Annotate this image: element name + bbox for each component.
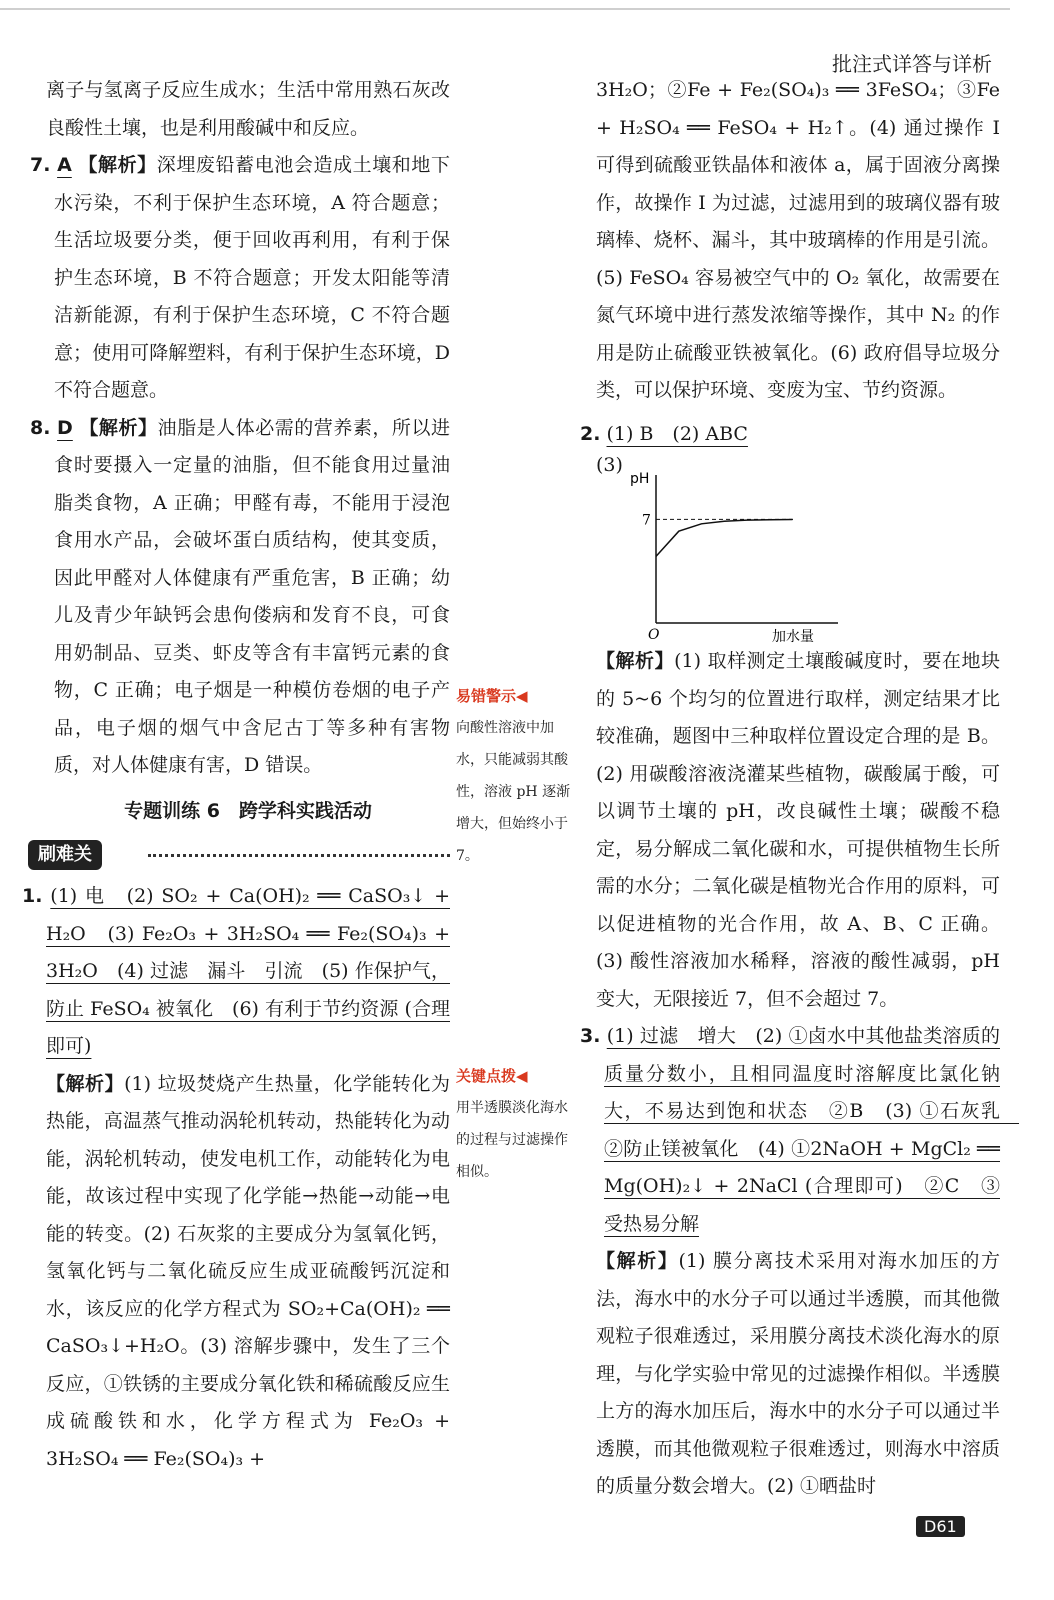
- question-1-answer: (1) 电 (2) SO₂ + Ca(OH)₂ ══ CaSO₃↓ + H₂O (3) Fe₂O₃ + 3H₂SO₄ ══ Fe₂(SO₄)₃ + 3H₂O (4) 过滤 漏斗 引流 (5) 作保护气，防止 FeSO₄ 被氧化 (6) 有利于节约资源 (合理即可): [46, 885, 450, 1057]
- question-1: [22, 878, 450, 1066]
- x-axis-label: 加水量: [772, 629, 814, 643]
- page-header-title: 批注式详答与详析: [832, 52, 992, 76]
- question-8-analysis: 油脂是人体必需的营养素，所以进食时要摄入一定量的油脂，但不能食用过量油脂类食物，A 正确；甲醛有毒，不能用于浸泡食用水产品，会破坏蛋白质结构，使其变质，因此甲醛对人体健康有严重危害，B 正确；幼儿及青少年缺钙会患佝偻病和发育不良，可食用奶制品、豆类、虾皮等含有丰富钙元素的食物，C 正确；电子烟是一种模仿卷烟的电子产品，电子烟的烟气中含尼古丁等多种有害物质，对人体健康有害，D 错误。: [54, 416, 450, 776]
- question-2-analysis-tag: 【解析】: [596, 650, 675, 672]
- question-2-analysis-block: [596, 643, 1000, 1018]
- question-8-analysis-tag: 【解析】: [79, 416, 158, 439]
- difficulty-badge: 刷难关: [28, 840, 102, 870]
- question-3-analysis: (1) 膜分离技术采用对海水加压的方法，海水中的水分子可以通过半透膜，而其他微观粒子很难透过，采用膜分离技术淡化海水的原理，与化学实验中常见的过滤操作相似。半透膜上方的海水加压后，海水中的水分子可以通过半透膜，而其他微观粒子很难透过，则海水中溶质的质量分数会增大。(2) ①晒盐时: [596, 1250, 1000, 1497]
- question-7: [30, 147, 450, 410]
- question-3: [580, 1018, 1020, 1243]
- question-2-part3-label: (3): [596, 454, 623, 476]
- question-2-analysis: (1) 取样测定土壤酸碱度时，要在地块的 5~6 个均匀的位置进行取样，测定结果才比较准确，题图中三种取样位置设定合理的是 B。(2) 用碳酸溶液浇灌某些植物，碳酸属于酸，可以调节土壤的 pH，改良碱性土壤；碳酸不稳定，易分解成二氧化碳和水，可提供植物生长所需的水分；二氧化碳是植物光合作用的原料，可以促进植物的光合作用，故 A、B、C 正确。(3) 酸性溶液加水稀释，溶液的酸性减弱，pH 变大，无限接近 7，但不会超过 7。: [596, 650, 1000, 1010]
- question-7-answer: A: [57, 154, 72, 176]
- page-number: D61: [916, 1516, 965, 1537]
- right-continuation-paragraph: 3H₂O；②Fe + Fe₂(SO₄)₃ ══ 3FeSO₄；③Fe + H₂SO₄ ══ FeSO₄ + H₂↑。(4) 通过操作 I 可得到硫酸亚铁晶体和液体 a，属于固液分离操作，故操作 I 为过滤，过滤用到的玻璃仪器有玻璃棒、烧杯、漏斗，其中玻璃棒的作用是引流。(5) FeSO₄ 容易被空气中的 O₂ 氧化，故需要在氮气环境中进行蒸发浓缩等操作，其中 N₂ 的作用是防止硫酸亚铁被氧化。(6) 政府倡导垃圾分类，可以保护环境、变废为宝、节约资源。: [596, 79, 1000, 401]
- asymptote-tick-label: 7: [642, 512, 651, 529]
- right-column: [580, 72, 1020, 1506]
- question-1-analysis-block: [46, 1066, 450, 1479]
- dotted-rule: [148, 854, 450, 857]
- section-title: 专题训练 6 跨学科实践活动: [124, 799, 372, 822]
- side-note-key-point: [456, 1060, 576, 1188]
- question-7-number: 7.: [30, 154, 51, 176]
- ph-chart-svg: [596, 453, 846, 643]
- side-note-2-title: 关键点拨◀: [456, 1067, 528, 1085]
- question-1-analysis-tag: 【解析】: [46, 1072, 125, 1095]
- side-note-1-text: 向酸性溶液中加水，只能减弱其酸性，溶液 pH 逐渐增大，但始终小于7。: [456, 720, 571, 864]
- question-8-number: 8.: [30, 416, 51, 439]
- question-2-number: 2.: [580, 422, 601, 445]
- ph-curve: [656, 520, 793, 557]
- side-note-2-text: 用半透膜淡化海水的过程与过滤操作相似。: [456, 1100, 568, 1180]
- y-axis-label: pH: [630, 471, 650, 487]
- side-note-1-title: 易错警示◀: [456, 687, 528, 705]
- question-1-analysis: (1) 垃圾焚烧产生热量，化学能转化为热能，高温蒸气推动涡轮机转动，热能转化为动能，涡轮机转动，使发电机工作，动能转化为电能，故该过程中实现了化学能→热能→动能→电能的转变。(2) 石灰浆的主要成分为氢氧化钙，氢氧化钙与二氧化硫反应生成亚硫酸钙沉淀和水，该反应的化学方程式为 SO₂+Ca(OH)₂ ══ CaSO₃↓+H₂O。(3) 溶解步骤中，发生了三个反应，①铁锈的主要成分氧化铁和稀硫酸反应生成硫酸铁和水，化学方程式为 Fe₂O₃ + 3H₂SO₄ ══ Fe₂(SO₄)₃ +: [46, 1072, 450, 1470]
- question-3-number: 3.: [580, 1025, 601, 1047]
- ph-chart: [596, 453, 846, 643]
- question-3-analysis-tag: 【解析】: [596, 1250, 679, 1272]
- question-3-analysis-block: [596, 1243, 1000, 1506]
- question-1-number: 1.: [22, 885, 43, 907]
- left-column: [22, 72, 450, 1478]
- difficulty-banner: [28, 838, 450, 872]
- question-8-answer: D: [57, 416, 73, 439]
- question-7-analysis: 深埋废铅蓄电池会造成土壤和地下水污染，不利于保护生态环境，A 符合题意；生活垃圾要分类，便于回收再利用，有利于保护生态环境，B 不符合题意；开发太阳能等清洁新能源，有利于保护生态环境，C 不符合题意；使用可降解塑料，有利于保护生态环境，D 不符合题意。: [54, 154, 450, 401]
- origin-label: O: [648, 627, 660, 643]
- question-8: [30, 410, 450, 785]
- top-rule: [0, 8, 1010, 10]
- side-note-error-warning: [456, 680, 576, 872]
- left-continuation-paragraph: 离子与氢离子反应生成水；生活中常用熟石灰改良酸性土壤，也是利用酸碱中和反应。: [46, 79, 450, 139]
- question-7-analysis-tag: 【解析】: [78, 154, 157, 176]
- question-3-answer: (1) 过滤 增大 (2) ①卤水中其他盐类溶质的质量分数小，且相同温度时溶解度比氯化钠大，不易达到饱和状态 ②B (3) ①石灰乳 ②防止镁被氧化 (4) ①2NaOH + MgCl₂ ══ Mg(OH)₂↓ + 2NaCl (合理即可) ②C ③受热易分解: [604, 1025, 1020, 1235]
- question-2-answer: (1) B (2) ABC: [606, 422, 748, 445]
- question-2: [580, 416, 1000, 454]
